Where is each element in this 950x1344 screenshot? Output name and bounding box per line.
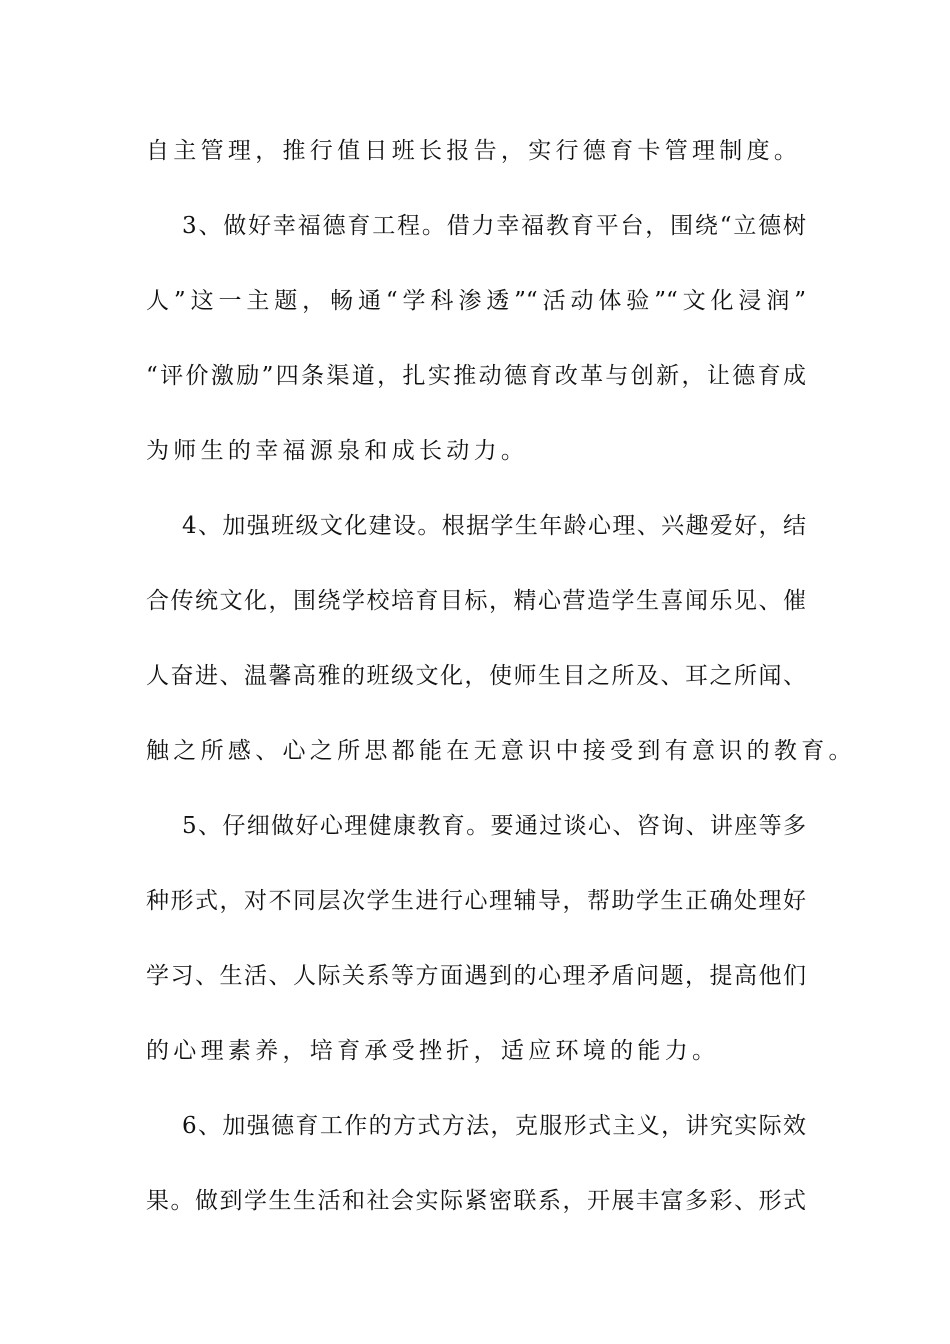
paragraph-4-line-2: 合传统文化，围绕学校培育目标，精心营造学生喜闻乐见、催 — [146, 588, 806, 614]
paragraph-3-line-1: 3、做好幸福德育工程。借力幸福教育平台，围绕“立德树 — [182, 213, 806, 239]
paragraph-5-line-1: 5、仔细做好心理健康教育。要通过谈心、咨询、讲座等多 — [182, 813, 806, 839]
paragraph-4-line-3: 人奋进、温馨高雅的班级文化，使师生目之所及、耳之所闻、 — [146, 663, 806, 689]
paragraph-5-line-4: 的心理素养，培育承受挫折，适应环境的能力。 — [146, 1038, 720, 1064]
paragraph-3-line-4: 为师生的幸福源泉和成长动力。 — [146, 438, 529, 464]
text-line: 自主管理，推行值日班长报告，实行德育卡管理制度。 — [146, 138, 802, 164]
paragraph-6-line-1: 6、加强德育工作的方式方法，克服形式主义，讲究实际效 — [182, 1113, 806, 1139]
paragraph-5-line-3: 学习、生活、人际关系等方面遇到的心理矛盾问题，提高他们 — [146, 963, 806, 989]
paragraph-3-line-2: 人”这一主题，畅通“学科渗透”“活动体验”“文化浸润” — [146, 288, 806, 314]
paragraph-6-line-2: 果。做到学生生活和社会实际紧密联系，开展丰富多彩、形式 — [146, 1188, 806, 1214]
paragraph-4-line-1: 4、加强班级文化建设。根据学生年龄心理、兴趣爱好，结 — [182, 513, 806, 539]
paragraph-3-line-3: “评价激励”四条渠道，扎实推动德育改革与创新，让德育成 — [146, 363, 806, 389]
paragraph-4-line-4: 触之所感、心之所思都能在无意识中接受到有意识的教育。 — [146, 738, 856, 764]
paragraph-5-line-2: 种形式，对不同层次学生进行心理辅导，帮助学生正确处理好 — [146, 888, 806, 914]
